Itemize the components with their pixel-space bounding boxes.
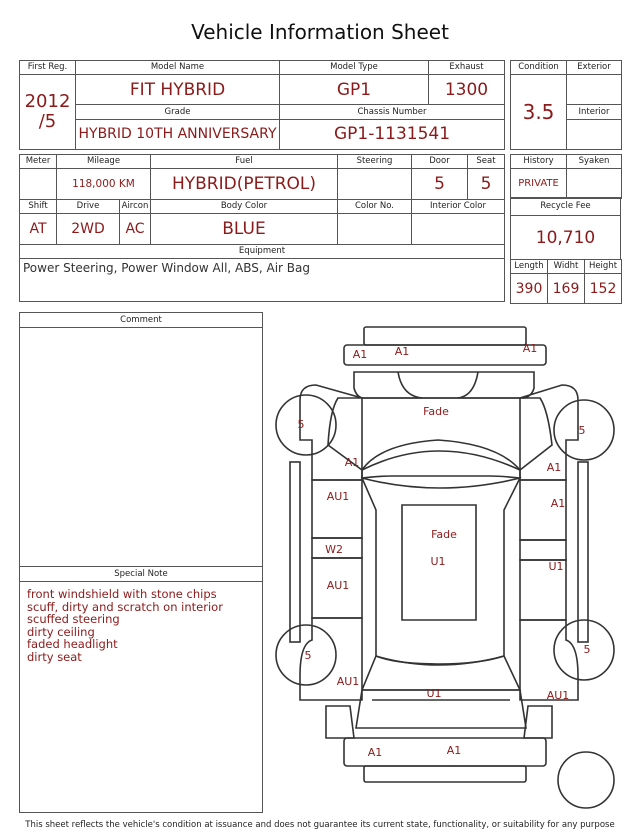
equipment-label: Equipment [20, 244, 505, 258]
right-front-door [520, 480, 566, 540]
special-note-item: scuffed steering [27, 612, 120, 626]
front-grille [354, 372, 534, 398]
seat-value: 5 [468, 169, 505, 200]
syaken-label: Syaken [567, 155, 622, 169]
special-note-item: dirty seat [27, 649, 82, 664]
model-type-label: Model Type [280, 61, 429, 75]
history-label: History [511, 155, 567, 169]
comment-box [19, 312, 263, 567]
first-reg-label: First Reg. [20, 61, 76, 75]
width-label: Widht [548, 260, 585, 274]
equipment-box [19, 259, 505, 302]
first-reg-year: 2012 [24, 91, 71, 113]
headlights [398, 372, 478, 398]
roof [362, 478, 520, 664]
mark-tire-front-left: 5 [297, 418, 305, 431]
mark-left-quarter: AU1 [336, 675, 360, 688]
mark-right-rear-door: U1 [548, 560, 564, 573]
right-side-skirt [578, 462, 588, 642]
exhaust-label: Exhaust [429, 61, 505, 75]
equipment-value: Power Steering, Power Window All, ABS, Air Bag [23, 261, 311, 275]
model-type-value: GP1 [280, 75, 429, 105]
body-color-value: BLUE [151, 214, 338, 245]
rear-bumper-bottom [364, 766, 526, 782]
interior-color-label: Interior Color [412, 199, 505, 213]
right-quarter [520, 620, 578, 700]
recycle-fee-value: 10,710 [511, 216, 621, 260]
tire-front-left [276, 395, 336, 455]
chassis-label: Chassis Number [280, 105, 505, 119]
front-bumper [344, 345, 546, 365]
condition-value: 3.5 [511, 75, 567, 150]
recycle-table [510, 197, 621, 260]
comment-label: Comment [20, 313, 262, 328]
condition-table [510, 60, 622, 150]
height-value: 152 [585, 274, 622, 304]
door-value: 5 [412, 169, 468, 200]
rear-window [362, 656, 520, 690]
mark-tire-rear-right: 5 [583, 643, 591, 656]
interior-label: Interior [567, 105, 622, 119]
left-front-door [312, 480, 362, 538]
mark-front-bumper-right: A1 [522, 342, 538, 355]
drive-label: Drive [57, 199, 120, 213]
special-note-item: scuff, dirty and scratch on interior [27, 599, 223, 614]
mark-left-pillar: W2 [325, 543, 343, 556]
mark-left-front-door: AU1 [326, 490, 350, 503]
dimensions-table [510, 259, 622, 304]
mark-front-right-fender: A1 [546, 461, 562, 474]
seat-label: Seat [468, 155, 505, 169]
left-side-skirt [290, 462, 300, 642]
interior-color-value [412, 214, 505, 245]
special-note-item: front windshield with stone chips [27, 587, 217, 601]
drive-value: 2WD [57, 214, 120, 245]
grade-value: HYBRID 10TH ANNIVERSARY [76, 119, 280, 149]
mark-front-bumper-left: A1 [352, 348, 368, 361]
vehicle-spec-table [19, 154, 505, 259]
first-reg-value [20, 75, 76, 150]
special-note-item: dirty ceiling [27, 624, 95, 639]
length-label: Length [511, 260, 548, 274]
color-no-value [338, 214, 412, 245]
mileage-value: 118,000 KM [57, 169, 151, 200]
body-color-label: Body Color [151, 199, 338, 213]
special-notes-list [20, 582, 262, 663]
mark-hood: Fade [423, 405, 449, 418]
special-note-label: Special Note [20, 567, 262, 582]
grade-label: Grade [76, 105, 280, 119]
aircon-value: AC [120, 214, 151, 245]
interior-value [567, 119, 622, 149]
color-no-label: Color No. [338, 199, 412, 213]
mark-tire-rear-left: 5 [304, 649, 312, 662]
special-note-box [19, 566, 263, 813]
history-value: PRIVATE [511, 169, 567, 199]
front-bumper-top [364, 327, 526, 345]
first-reg-month: /5 [38, 111, 57, 133]
recycle-fee-label: Recycle Fee [511, 198, 621, 216]
mark-right-quarter: AU1 [546, 689, 570, 702]
mark-trunk: U1 [426, 687, 442, 700]
model-name-label: Model Name [76, 61, 280, 75]
vehicle-info-table [19, 60, 505, 150]
mark-rear-bumper-right: A1 [446, 744, 462, 757]
exterior-value [567, 75, 622, 105]
spare-tire [558, 752, 614, 808]
condition-label: Condition [511, 61, 567, 75]
aircon-label: Aircon [120, 199, 151, 213]
history-table [510, 154, 622, 199]
exhaust-value: 1300 [429, 75, 505, 105]
shift-label: Shift [20, 199, 57, 213]
meter-value [20, 169, 57, 200]
windshield [362, 451, 520, 478]
car-damage-diagram [268, 315, 628, 815]
door-label: Door [412, 155, 468, 169]
height-label: Height [585, 260, 622, 274]
right-pillar [520, 540, 566, 560]
tail-lamps [326, 706, 552, 738]
width-value: 169 [548, 274, 585, 304]
mark-right-front-door: A1 [550, 497, 566, 510]
mark-front-left-fender: A1 [344, 456, 360, 469]
mark-left-rear-door: AU1 [326, 579, 350, 592]
steering-label: Steering [338, 155, 412, 169]
model-name-value: FIT HYBRID [76, 75, 280, 105]
syaken-value [567, 169, 622, 199]
chassis-value: GP1-1131541 [280, 119, 505, 149]
page-title: Vehicle Information Sheet [191, 20, 449, 44]
disclaimer-footer: This sheet reflects the vehicle's condition at issuance and does not guarantee its current state, functionality, or suitability for any purpose [25, 820, 615, 830]
fuel-value: HYBRID(PETROL) [151, 169, 338, 200]
steering-value [338, 169, 412, 200]
mark-rear-bumper-left: A1 [367, 746, 383, 759]
meter-label: Meter [20, 155, 57, 169]
fuel-label: Fuel [151, 155, 338, 169]
exterior-label: Exterior [567, 61, 622, 75]
special-note-item: faded headlight [27, 637, 118, 651]
mileage-label: Mileage [57, 155, 151, 169]
mark-roof: U1 [430, 555, 446, 568]
mark-tire-front-right: 5 [578, 424, 586, 437]
mark-roof-label: Fade [431, 528, 457, 541]
length-value: 390 [511, 274, 548, 304]
shift-value: AT [20, 214, 57, 245]
mark-front-bumper-mid: A1 [394, 345, 410, 358]
